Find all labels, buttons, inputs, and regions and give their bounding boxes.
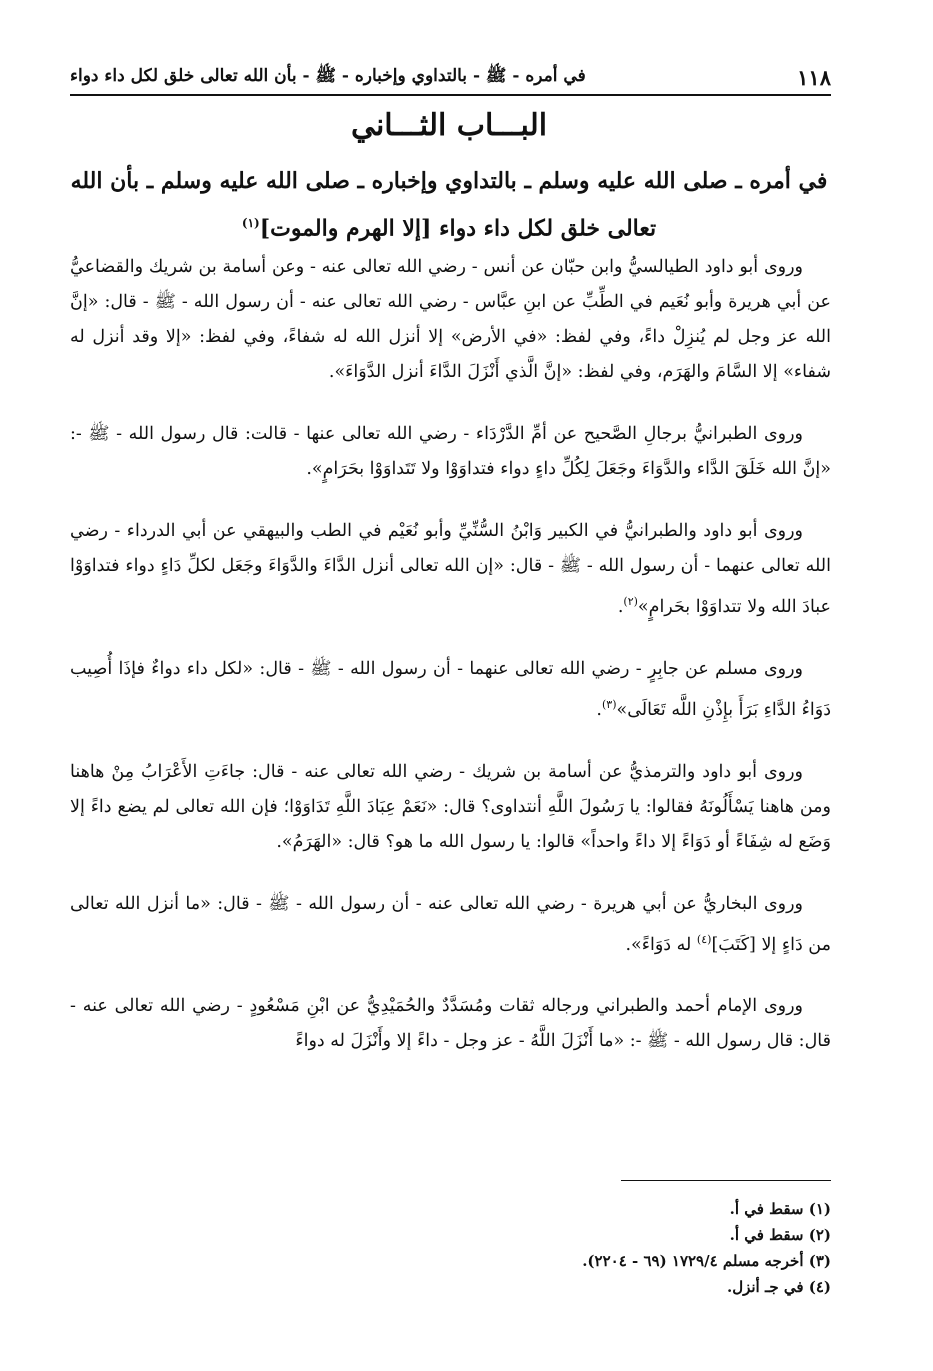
chapter-title-text: في أمره ـ صلى الله عليه وسلم ـ بالتداوي وإخباره ـ صلى الله عليه وسلم ـ بأن الله تعالى خلق لكل داء دواء [إلا الهرم والموت]	[70, 168, 828, 242]
footnote: (٣) أخرجه مسلم ١٧٢٩/٤ (٦٩ - ٢٢٠٤).	[582, 1252, 831, 1270]
paragraph-text: وروى أبو داود والترمذيُّ عن أسامة بن شريك - رضي الله تعالى عنه - قال: جاءَتِ الأَعْرَابُ مِنْ هاهنا ومن هاهنا يَسْأَلُونَهُ فقالوا: يا رَسُولَ اللَّهِ أنتداوى؟ قال: «نَعَمْ عِبَادَ اللَّهِ تَدَاوَوْا؛ فإن الله تعالى لم يضع داءً إلا وَضَع له شِفَاءً أو دَوَاءً إلا داءً واحداً» قالوا: يا رسول الله ما هو؟ قال: «الهَرَمُ».	[70, 761, 831, 852]
chapter-heading: البـــاب الثـــاني	[350, 108, 548, 143]
paragraph-text: وروى البخاريُّ عن أبي هريرة - رضي الله تعالى عنه - أن رسول الله - ﷺ - قال: «ما أنزل الله تعالى من دَاءٍ إلا [كَتَبَ]	[70, 893, 831, 955]
paragraph	[70, 250, 831, 390]
paragraph-text: وروى أبو داود والطبرانيُّ في الكبير وَابْنُ السُّنِّيِّ وأبو نُعَيْم في الطب والبيهقي عن أبي الدرداء - رضي الله تعالى عنهما - أن رسول الله - ﷺ - قال: «إن الله تعالى أنزل الدَّاءَ والدَّوَاءَ وجَعَل لكلِّ دَاءٍ دواء فتداوَوْا عبادَ الله ولا تتداوَوْا بحَرامٍ»	[70, 521, 831, 617]
paragraph-text: وروى أبو داود الطيالسيُّ وابن حبّان عن أنس - رضي الله تعالى عنه - وعن أسامة بن شريك والقضاعيُّ عن أبي هريرة وأبو نُعَيم في الطِّبِّ عن ابنِ عبَّاس - رضي الله تعالى عنه - أن رسول الله - ﷺ - قال: «إنَّ الله عز وجل لم يُنزِلْ داءً، وفي لفظ: «في الأرض» إلا أنزل الله له شفاءً، وفي لفظ: «إلا وقد أنزل له شفاء» إلا السَّامَ والهَرَم، وفي لفظ: «إنَّ الَّذي أَنْزَلَ الدَّاءَ أنزل الدَّوَاءَ».	[70, 257, 831, 382]
paragraph	[70, 755, 831, 860]
running-title: في أمره - ﷺ - بالتداوي وإخباره - ﷺ - بأن الله تعالى خلق لكل داء دواء	[70, 66, 586, 86]
paragraph: وروى أبو داود والطبرانيُّ في الكبير وَابْنُ السُّنِّيِّ وأبو نُعَيْم في الطب والبيهقي عن أبي الدرداء - رضي الله تعالى عنهما - أن رسول الله - ﷺ - قال: «إن الله تعالى أنزل الدَّاءَ والدَّوَاءَ وجَعَل لكلِّ دَاءٍ دواء فتداوَوْا عبادَ الله ولا تتداوَوْا بحَرامٍ»$^{(٢)}$.	[70, 521, 831, 617]
chapter-title	[60, 160, 838, 249]
footnote: (٤) في جـ أنزل.	[726, 1278, 831, 1296]
page-number: ١١٨	[797, 65, 831, 90]
paragraph-text: وروى الطبرانيُّ برجالِ الصَّحيح عن أمِّ الدَّرْدَاء - رضي الله تعالى عنها - قالت: قال رسول الله - ﷺ -: «إنَّ الله خَلَقَ الدَّاء والدَّوَاءَ وجَعَلَ لِكُلِّ داءٍ دواء فتداوَوْا ولا تَتَداوَوْا بحَرَامٍ».	[70, 424, 831, 479]
running-header	[70, 52, 831, 96]
main-text	[70, 250, 831, 1086]
footnote-ref: (٢)	[623, 595, 638, 608]
paragraph	[70, 417, 831, 487]
paragraph: وروى مسلم عن جابِرٍ - رضي الله تعالى عنهما - أن رسول الله - ﷺ - قال: «لكل داء دواءٌ فإذَا أُصِيب دَوَاءُ الدَّاءِ بَرَأَ بإِذْنِ اللَّه تَعَالَى»$^{(٣)}$.	[70, 658, 831, 720]
paragraph	[70, 989, 831, 1059]
footnote-ref: (١)	[241, 216, 260, 230]
footnote-divider	[621, 1180, 831, 1181]
paragraph-text: له دَوَاءً».	[625, 934, 697, 955]
paragraph	[70, 887, 831, 963]
footnote: (٢) سقط في أ.	[729, 1226, 831, 1244]
footnote-ref: (٤)	[696, 932, 712, 946]
paragraph-text: وروى مسلم عن جابِرٍ - رضي الله تعالى عنهما - أن رسول الله - ﷺ - قال: «لكل داء دواءٌ فإذَا أُصِيب دَوَاءُ الدَّاءِ بَرَأَ بإِذْنِ اللَّه تَعَالَى»	[70, 658, 831, 720]
footnotes	[70, 1196, 831, 1300]
paragraph-text: وروى الإمام أحمد والطبراني ورجاله ثقات ومُسَدَّدٌ والحُمَيْدِيُّ عن ابْنِ مَسْعُودٍ - رضي الله تعالى عنه - قال: قال رسول الله - ﷺ -: «ما أَنْزَلَ اللَّهُ - عز وجل - داءً إلا وأَنْزَلَ له دواءً	[70, 996, 831, 1052]
footnote: (١) سقط في أ.	[729, 1200, 831, 1218]
footnote-ref: (٣)	[601, 697, 617, 711]
